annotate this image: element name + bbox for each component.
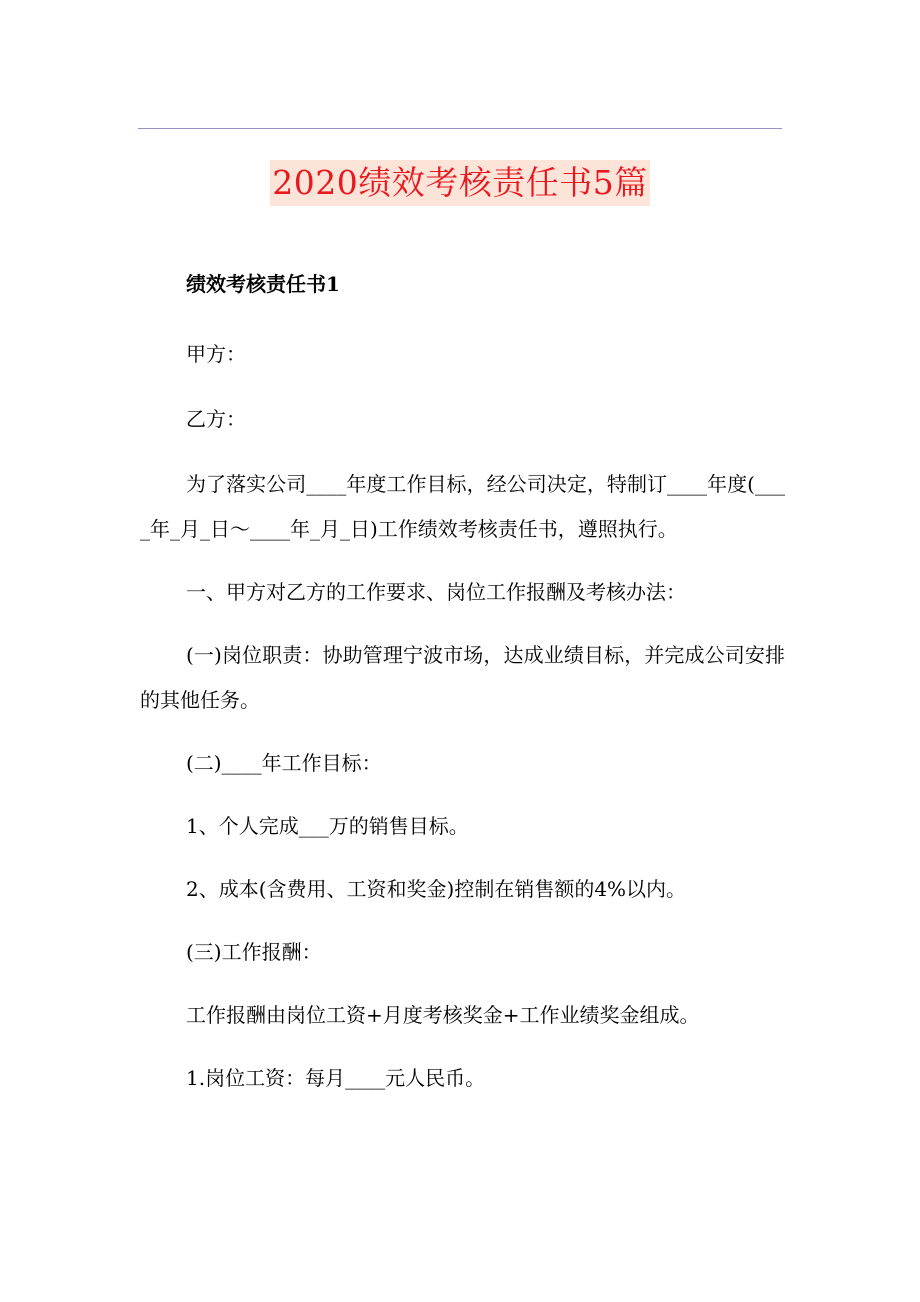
section-heading: 绩效考核责任书1 — [186, 272, 340, 296]
pay-composition-paragraph: 工作报酬由岗位工资+月度考核奖金+工作业绩奖金组成。 — [186, 1003, 700, 1027]
document-body — [140, 262, 785, 1101]
work-goals-heading: (二)____年工作目标： — [186, 751, 382, 775]
clause-one-heading: 一、甲方对乙方的工作要求、岗位工作报酬及考核办法： — [186, 580, 686, 604]
party-a-line: 甲方： — [186, 342, 246, 366]
header-rule — [138, 128, 782, 129]
base-salary-item: 1.岗位工资：每月____元人民币。 — [186, 1066, 486, 1090]
sales-target-item: 1、个人完成___万的销售目标。 — [186, 814, 469, 838]
cost-control-item: 2、成本(含费用、工资和奖金)控制在销售额的4%以内。 — [186, 877, 687, 901]
work-pay-heading: (三)工作报酬： — [186, 940, 322, 964]
party-b-line: 乙方： — [186, 407, 246, 431]
title-container — [0, 160, 920, 206]
job-duties-paragraph: (一)岗位职责：协助管理宁波市场，达成业绩目标，并完成公司安排的其他任务。 — [140, 643, 785, 712]
document-title: 2020绩效考核责任书5篇 — [270, 160, 649, 206]
intro-paragraph: 为了落实公司____年度工作目标，经公司决定，特制订____年度(____年_月_日～____年_月_日)工作绩效考核责任书，遵照执行。 — [140, 472, 785, 541]
